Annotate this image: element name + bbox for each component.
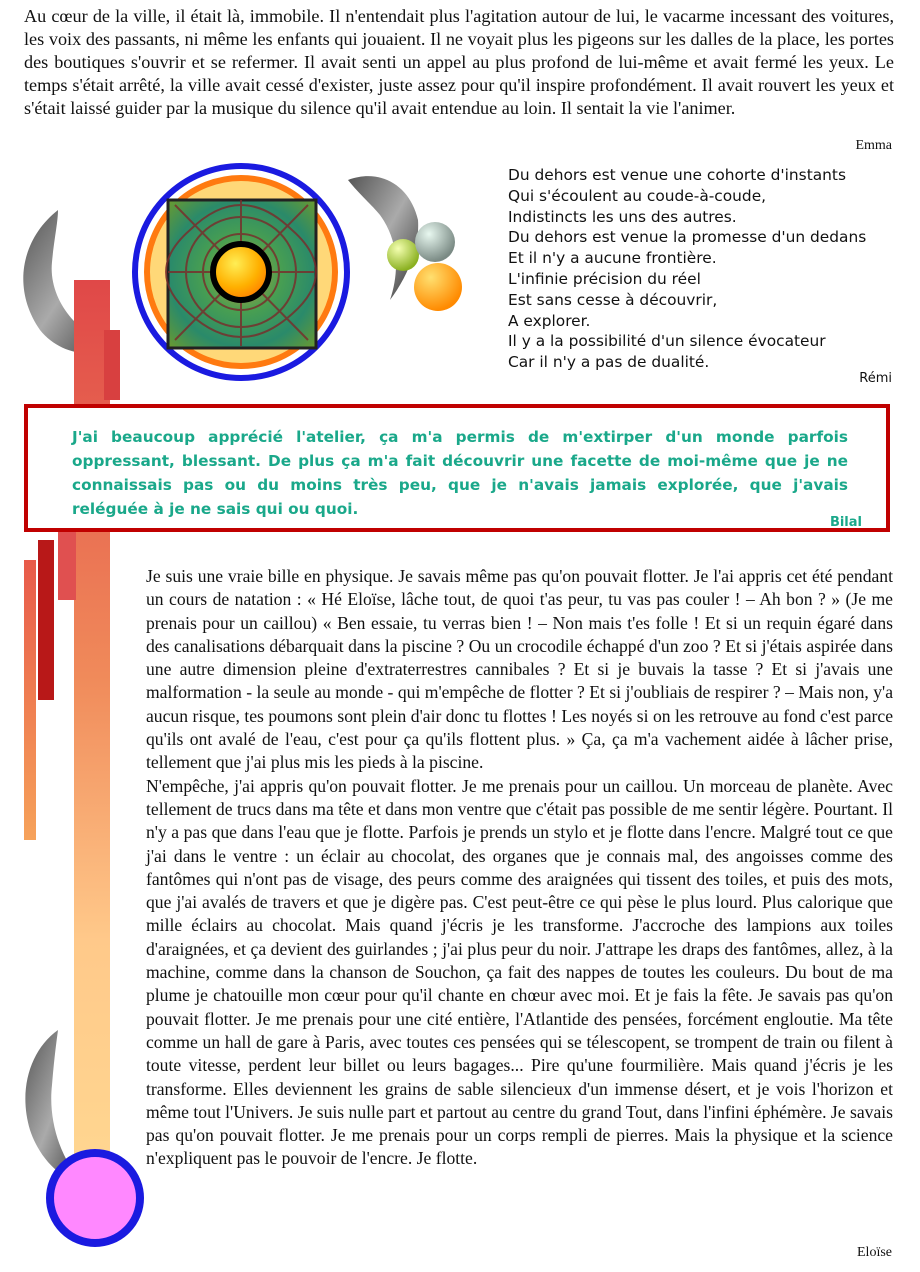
testimony-box	[24, 404, 890, 532]
testimony-text: J'ai beaucoup apprécié l'atelier, ça m'a permis de m'extirper d'un monde parfois oppressant, blessant. De plus ça m'a fait découvrir une facette de moi-même que je ne connaissais pas ou du moins très peu, que je n'avais jamais explorée, que j'avais reléguée à je ne sais qui ou quoi.	[72, 428, 848, 518]
poem-line: L'infinie précision du réel	[508, 269, 701, 288]
poem-author: Rémi	[859, 371, 892, 386]
story	[146, 565, 893, 1171]
story-paragraph: N'empêche, j'ai appris qu'on pouvait flotter. Je me prenais pour un caillou. Un morceau de planète. Avec tellement de trucs dans ma tête et dans mon ventre que c'était pas possible de me sentir légère. Pourtant. Il n'y a pas que dans l'eau que je flotte. Parfois je prends un stylo et je flotte dans l'encre. Malgré tout ce que j'ai dans le ventre : un éclair au chocolat, des organes que je connais mal, des angoisses comme des fantômes qui n'ont pas de visage, des peurs comme des araignées qui tissent des toiles, et puis des mots, que j'ai avalés de travers et que je digère pas. C'est peut-être ce qui pèse le plus lourd. Plus calorique que mille éclairs au chocolat. Mais quand j'écris je les transforme. J'accroche des lampions aux toiles d'araignées, et ça devient des guirlandes ; j'ai plus peur du noir. J'attrape les draps des fantômes, allez, à la machine, comme dans la chanson de Souchon, ça fait des nappes de toutes les couleurs. Du bout de ma plume je chatouille mon cœur pour qu'il chante en chœur avec moi. Et je fais la fête. Je savais pas qu'on pouvait flotter. Je me prenais pour une cité entière, l'Atlantide des pensées, forcément engloutie. Ma tête comme un hall de gare à Paris, avec toutes ces pensées qui se télescopent, se trompent de train ou filent à toute vitesse, perdent leur billet ou leurs bagages... Pire qu'une fourmilière. Mais quand j'écris je les transforme. Elles deviennent les grains de sable silencieux d'un immense désert, et je vois l'horizon et même tout l'Univers. Je suis nulle part et partout au centre du grand Tout, dans l'infini éphémère. Je savais pas qu'on pouvait flotter. Je me prenais pour un corps rempli de pierres. Mais la physique et la science n'expliquent pas le pouvoir de l'encre. Je flotte.	[146, 775, 893, 1169]
poem-line: Indistincts les uns des autres.	[508, 207, 737, 226]
poem-line: Qui s'écoulent au coude-à-coude,	[508, 186, 767, 205]
poem-line: Car il n'y a pas de dualité.	[508, 353, 710, 372]
poem-line: Et il n'y a aucune frontière.	[508, 249, 717, 268]
intro-author: Emma	[855, 138, 892, 153]
poem-line: Du dehors est venue une cohorte d'instants	[508, 166, 846, 184]
poem-line: Est sans cesse à découvrir,	[508, 290, 718, 309]
pink-circle	[50, 1153, 140, 1243]
poem	[508, 165, 866, 373]
poem-line: A explorer.	[508, 311, 591, 330]
intro-text: Au cœur de la ville, il était là, immobile. Il n'entendait plus l'agitation autour de lui, le vacarme incessant des voitures, les voix des passants, ni même les enfants qui jouaient. Il ne voyait plus les pigeons sur les dalles de la place, les portes des boutiques s'ouvrir et se refermer. Il avait senti un appel au plus profond de lui-même et avait fermé les yeux. Le temps s'était arrêté, la ville avait cessé d'exister, juste assez pour qu'il inspire profondément. Il avait rouvert les yeux et s'était laissé guider par la musique du silence qu'il avait entendue au loin. Il sentait la vie l'animer.	[24, 6, 894, 118]
right-horn	[348, 176, 418, 300]
poem-line: Du dehors est venue la promesse d'un dedans	[508, 228, 867, 247]
story-author: Eloïse	[857, 1245, 892, 1260]
story-paragraph: Je suis une vraie bille en physique. Je savais même pas qu'on pouvait flotter. Je l'ai appris cet été pendant un cours de natation : « Hé Eloïse, lâche tout, de quoi t'as peur, tu vas pas couler ! – Ah bon ? » (Je me prenais pour un caillou) « Ben essaie, tu verras bien ! – Non mais t'es folle ! Et si un requin égaré dans des canalisations débarquait dans la piscine ? Ou un crocodile échappé d'un zoo ? Et si j'étais aspirée dans une autre dimension pleine d'extraterrestres cannibales ? Et si je buvais la tasse ? Et si j'avais une malformation - la seule au monde - qui m'empêche de flotter ? Et si j'oubliais de respirer ? – Mais non, y'a aucun risque, tes poumons sont plein d'air donc tu flottes ! Les noyés si on les retrouve au fond c'est parce qu'ils ont avalé de l'eau, c'est pour ça qu'ils flottent plus. » Ça, ça m'a vachement aidée à lâcher prise, tellement que j'ai plus mis les pieds à la piscine.	[146, 566, 893, 773]
testimony-author: Bilal	[829, 515, 862, 530]
poem-line: Il y a la possibilité d'un silence évocateur	[508, 332, 826, 351]
